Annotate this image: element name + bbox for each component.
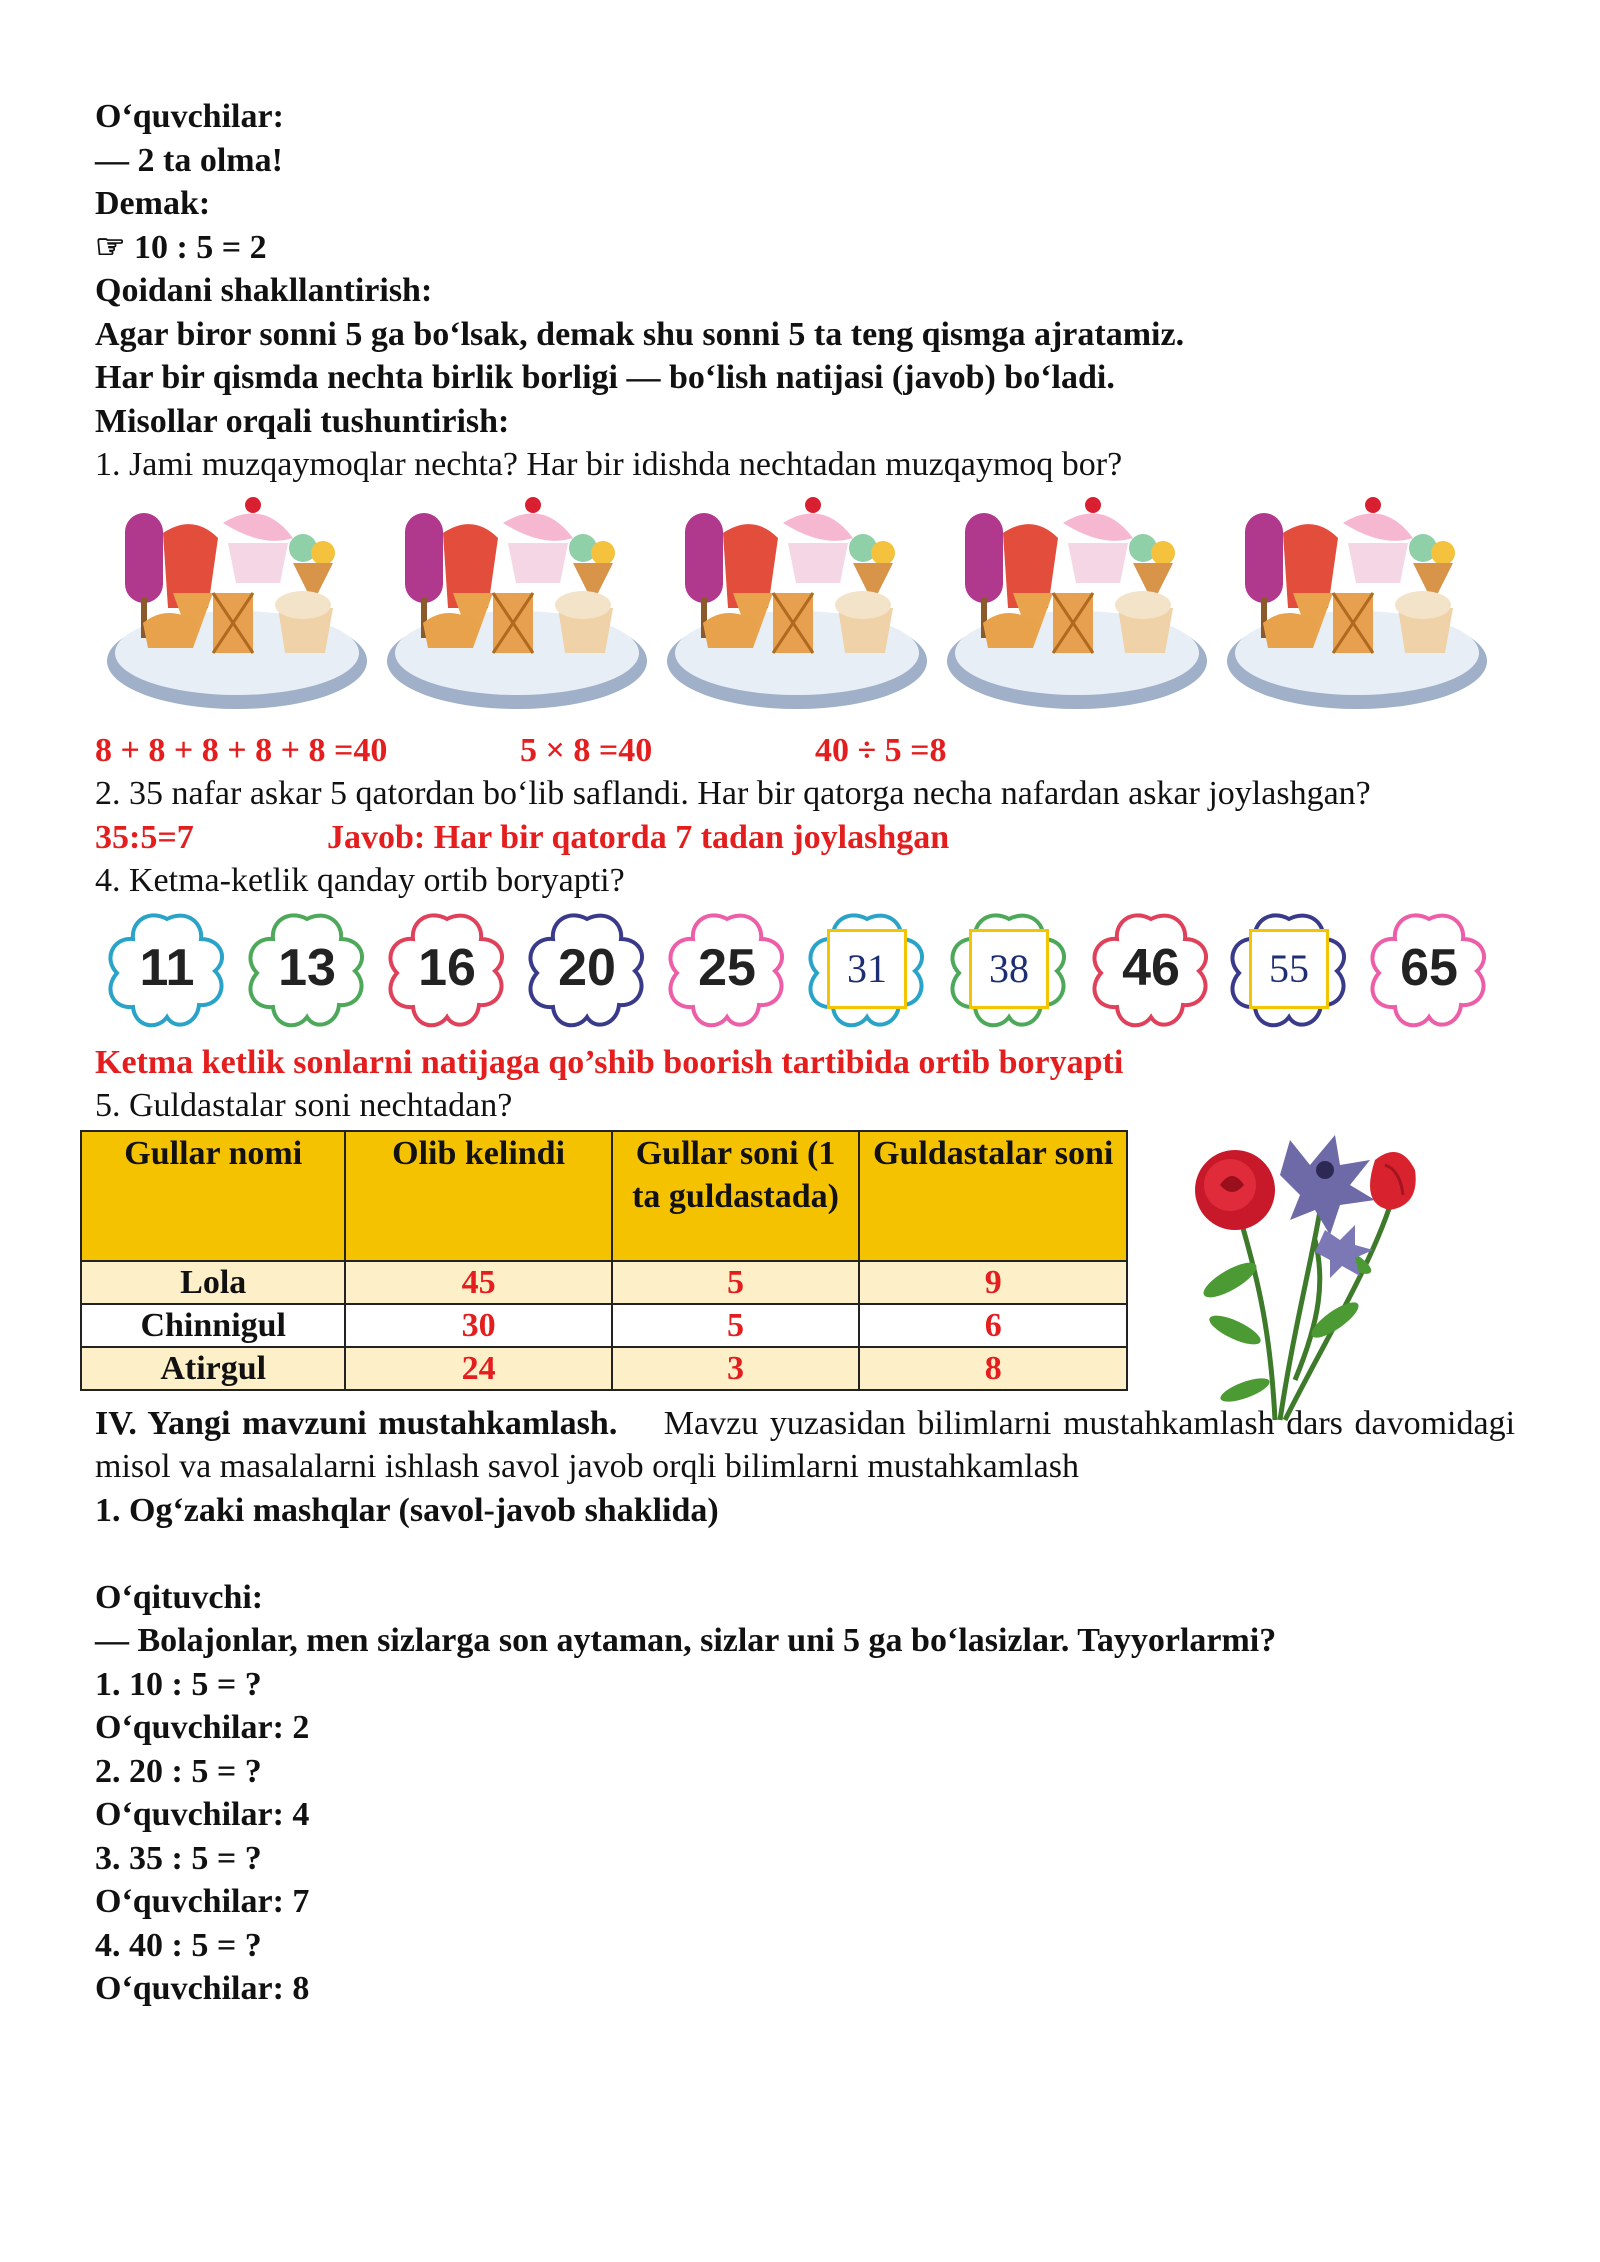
sequence-number-boxed: 55 xyxy=(1249,929,1329,1009)
sequence-number: 13 xyxy=(278,938,336,997)
teacher-label: O‘qituvchi: xyxy=(95,1578,264,1616)
sequence-flower xyxy=(803,909,931,1029)
exercise-question: 4. 40 : 5 = ? xyxy=(95,1926,262,1964)
sequence-number-boxed: 38 xyxy=(969,929,1049,1009)
ice-cream-plate xyxy=(943,493,1211,715)
table-row xyxy=(81,1304,1127,1347)
sequence-flower xyxy=(1087,909,1215,1029)
rule-heading: Qoidani shakllantirish: xyxy=(95,272,433,309)
section-4-title: IV. Yangi mavzuni mustahkamlash. xyxy=(95,1404,618,1442)
rule-line-2: Har bir qismda nechta birlik borligi — bo‘lish natijasi (javob) bo‘ladi. xyxy=(95,359,1115,396)
sequence-flower xyxy=(103,909,231,1029)
oral-exercises-heading: 1. Og‘zaki mashqlar (savol-javob shaklida) xyxy=(95,1491,719,1529)
section-4-text: Mavzu yuzasidan bilimlarni mustahkamlash dars davomidagi misol va masalalarni ishlash savol javob orqli bilimlarni mustahkamlash xyxy=(95,1404,1516,1485)
sequence-flower xyxy=(383,909,511,1029)
answer-expression: 35:5=7 xyxy=(95,818,194,856)
question-1: 1. Jami muzqaymoqlar nechta? Har bir idishda nechtadan muzqaymoq bor? xyxy=(95,446,1123,483)
formula-multiply: 5 × 8 =40 xyxy=(520,731,653,769)
sequence-number: 25 xyxy=(698,938,756,997)
sequence-flower xyxy=(663,909,791,1029)
sequence-number: 20 xyxy=(558,938,616,997)
formula-sum: 8 + 8 + 8 + 8 + 8 =40 xyxy=(95,731,388,769)
sequence-flowers xyxy=(103,909,1515,1029)
question-5: 5. Guldastalar soni nechtadan? xyxy=(95,1087,513,1124)
header-flower-name: Gullar nomi xyxy=(81,1131,345,1261)
sequence-flower xyxy=(1225,909,1353,1029)
cell-per-bouquet: 5 xyxy=(612,1261,860,1304)
question-2-answer xyxy=(95,816,1515,860)
exercise-question: 3. 35 : 5 = ? xyxy=(95,1839,262,1877)
sequence-flower xyxy=(1365,909,1493,1029)
question-2: 2. 35 nafar askar 5 qatordan bo‘lib saflandi. Har bir qatorga necha nafardan askar joylashgan? xyxy=(95,775,1371,812)
ice-cream-plate xyxy=(1223,493,1491,715)
cell-brought: 30 xyxy=(345,1304,611,1347)
exercise-answer: O‘quvchilar: 7 xyxy=(95,1883,310,1920)
question-4: 4. Ketma-ketlik qanday ortib boryapti? xyxy=(95,862,625,899)
sequence-number: 65 xyxy=(1400,938,1458,997)
cell-bouquets: 6 xyxy=(859,1304,1127,1347)
bouquet-table xyxy=(80,1130,1128,1391)
sequence-number-boxed: 31 xyxy=(827,929,907,1009)
document-page xyxy=(95,95,1515,2011)
students-label: O‘quvchilar: xyxy=(95,98,284,135)
header-brought: Olib kelindi xyxy=(345,1131,611,1261)
table-row xyxy=(81,1261,1127,1304)
cell-brought: 45 xyxy=(345,1261,611,1304)
sequence-number: 46 xyxy=(1122,938,1180,997)
exercise-answer: O‘quvchilar: 2 xyxy=(95,1709,310,1746)
exercise-question: 2. 20 : 5 = ? xyxy=(95,1752,262,1790)
cell-per-bouquet: 5 xyxy=(612,1304,860,1347)
sequence-flower xyxy=(945,909,1073,1029)
exercise-answer: O‘quvchilar: 4 xyxy=(95,1796,310,1833)
ice-cream-plate xyxy=(383,493,651,715)
formula-divide: 40 ÷ 5 =8 xyxy=(815,731,947,769)
cell-bouquets: 9 xyxy=(859,1261,1127,1304)
cell-brought: 24 xyxy=(345,1347,611,1390)
purple-flower xyxy=(1280,1135,1375,1235)
cell-name: Atirgul xyxy=(81,1347,345,1390)
cell-bouquets: 8 xyxy=(859,1347,1127,1390)
exercise-question: 1. 10 : 5 = ? xyxy=(95,1665,262,1703)
question-1-formulas xyxy=(95,729,1515,773)
cell-per-bouquet: 3 xyxy=(612,1347,860,1390)
header-per-bouquet: Gullar soni (1 ta guldastada) xyxy=(612,1131,860,1261)
ice-cream-plates xyxy=(103,493,1515,715)
answer-text: Javob: Har bir qatorda 7 tadan joylashgan xyxy=(327,818,950,856)
header-bouquets: Guldastalar soni xyxy=(859,1131,1127,1261)
sequence-number: 16 xyxy=(418,938,476,997)
rule-line-1: Agar biror sonni 5 ga bo‘lsak, demak shu sonni 5 ta teng qismga ajratamiz. xyxy=(95,315,1185,353)
teacher-prompt: — Bolajonlar, men sizlarga son aytaman, sizlar uni 5 ga bo‘lasizlar. Tayyorlarmi? xyxy=(95,1622,1277,1659)
bouquet-table-area xyxy=(95,1130,1515,1402)
ice-cream-plate xyxy=(103,493,371,715)
sequence-answer: Ketma ketlik sonlarni natijaga qo’shib boorish tartibida ortib boryapti xyxy=(95,1043,1124,1081)
students-answer: — 2 ta olma! xyxy=(95,141,283,179)
flowers-illustration xyxy=(1175,1120,1425,1430)
cell-name: Chinnigul xyxy=(81,1304,345,1347)
conclusion-label: Demak: xyxy=(95,185,211,222)
cell-name: Lola xyxy=(81,1261,345,1304)
table-row xyxy=(81,1347,1127,1390)
exercise-answer: O‘quvchilar: 8 xyxy=(95,1970,310,2007)
red-tulip xyxy=(1370,1152,1416,1210)
sequence-number: 11 xyxy=(139,938,195,997)
ice-cream-plate xyxy=(663,493,931,715)
examples-heading: Misollar orqali tushuntirish: xyxy=(95,402,510,440)
spacer xyxy=(95,1532,1515,1576)
conclusion-formula: ☞ 10 : 5 = 2 xyxy=(95,228,267,266)
table-header-row xyxy=(81,1131,1127,1261)
sequence-flower xyxy=(243,909,371,1029)
red-rose xyxy=(1195,1150,1275,1230)
sequence-flower xyxy=(523,909,651,1029)
